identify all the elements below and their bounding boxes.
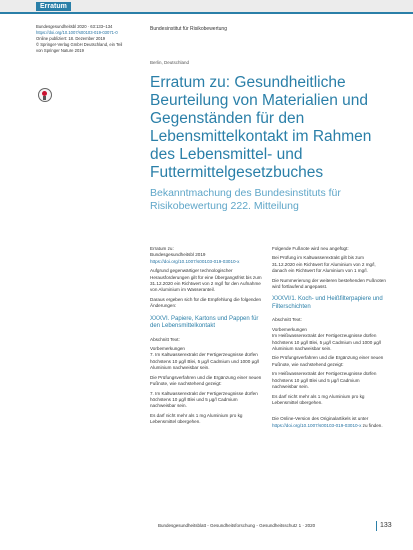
meta-published: Online publiziert: 18. Dezember 2019 (36, 36, 106, 41)
left-item-1b: Die Prüfungsverfahren und die Ergänzung einer neuen Fußnote, wie nachstehend gezeigt: (150, 374, 262, 387)
right-section-heading: XXXVI/1. Koch- und Heißfilterpapiere und Filterschichten (272, 296, 383, 310)
location: Berlin, Deutschland (150, 60, 190, 65)
note-prefix: Die Online-Version des Originalartikels ist unter (272, 416, 369, 422)
right-item-1: Im Heißwasserextrakt der Fertigerzeugnisse dürfen höchstens 10 μg/l Blei, 5 μg/l Cadmium und 1000 μg/l Aluminium nachweisbar sein. (272, 333, 382, 352)
note-suffix: zu finden. (362, 422, 383, 428)
right-subtitle: Vorbemerkungen (272, 326, 307, 332)
left-item-2b: Es darf nicht mehr als 1 mg Aluminium pro kg Lebensmittel übergehen. (150, 412, 243, 425)
online-version-note (272, 416, 386, 429)
right-item-2b: Es darf nicht mehr als 1 mg Aluminium pro kg Lebensmittel übergehen. (272, 393, 365, 405)
left-para-2: Daraus ergeben sich für die Empfehlung die folgenden Änderungen: (150, 296, 262, 309)
original-doi-link[interactable]: https://doi.org/10.1007/s00103-019-03010-x (150, 258, 240, 264)
meta-copyright: © Springer-Verlag GmbH Deutschland, ein Teil (36, 42, 123, 47)
journal-footer: Bundesgesundheitsblatt - Gesundheitsforschung - Gesundheitsschutz 1 · 2020 (158, 523, 316, 528)
right-para-2: Bei Prüfung im Kaltwasserextrakt gilt bis zum 31.12.2020 ein Richtwert für Aluminium von 2 mg/l, danach ein Richtwert für Aluminium von 1 mg/l. (272, 255, 376, 274)
right-para-3: Die Nummerierung der weiteren bestehenden Fußnoten wird fortlaufend angepasst. (272, 277, 386, 290)
meta-publisher: von Springer Nature 2019 (36, 48, 84, 53)
meta-doi-link[interactable]: https://doi.org/10.1007/s00103-019-03071-0 (36, 30, 118, 35)
right-item-2: Im Heißwasserextrakt der Fertigerzeugnisse dürfen höchstens 10 μg/l Blei und 5 μg/l Cadmium nachweisbar sein. (272, 371, 377, 390)
left-subtitle: Vorbemerkungen (150, 346, 185, 352)
original-source: Bundesgesundheitsbl 2019 (150, 252, 206, 258)
article-title: Erratum zu: Gesundheitliche Beurteilung von Materialien und Gegenständen für den Lebensmittelkontakt im Rahmen des Lebensmittel- und Futtermittelgesetzbuches (150, 74, 372, 181)
right-label-alt: Abschnitt Text: (272, 317, 302, 323)
page-number: 133 (380, 522, 392, 529)
left-item-1: 7. Im Kaltwasserextrakt der Fertigerzeugnisse dürfen höchstens 10 μg/l Blei, 5 μg/l Cadmium und 1000 μg/l Aluminium nachweisbar sein. (150, 352, 260, 371)
left-item-2: 7. Im Kaltwasserextrakt der Fertigerzeugnisse dürfen höchstens 10 μg/l Blei und 5 μg/l Cadmium nachweisbar sein. (150, 390, 258, 409)
left-column (150, 246, 263, 429)
section-tag: Erratum (36, 2, 71, 11)
left-section-heading: XXXVI. Papiere, Kartons und Pappen für den Lebensmittelkontakt (150, 315, 259, 330)
meta-source: Bundesgesundheitsbl 2020 · 63:133–134 (36, 24, 113, 29)
right-para-1: Folgende Fußnote wird neu angefügt: (272, 246, 349, 251)
left-label-alt: Abschnitt Text: (150, 336, 180, 342)
article-meta (36, 24, 140, 54)
left-para-1: Aufgrund gegenwärtiger technologischer Herausforderungen gilt für eine Übergangsfrist bis zum 31.12.2020 ein Richtwert von 2 mg/l für den Aufnahme von Aluminium im Wasseranteil. (150, 268, 262, 293)
note-doi-link[interactable]: https://doi.org/10.1007/s00103-019-03010-x (272, 422, 362, 428)
original-intro: Erratum zu: (150, 246, 174, 251)
header-bar (0, 0, 413, 14)
footer-divider (376, 521, 377, 531)
institute-name: Bundesinstitut für Risikobewertung (150, 26, 227, 32)
article-subtitle: Bekanntmachung des Bundesinstituts für Risikobewertung 222. Mitteilung (150, 187, 341, 212)
crossmark-icon[interactable] (38, 88, 52, 102)
right-item-1b: Die Prüfungsverfahren und die Ergänzung einer neuen Fußnote, wie nachstehend gezeigt: (272, 355, 384, 367)
right-column (272, 246, 386, 429)
